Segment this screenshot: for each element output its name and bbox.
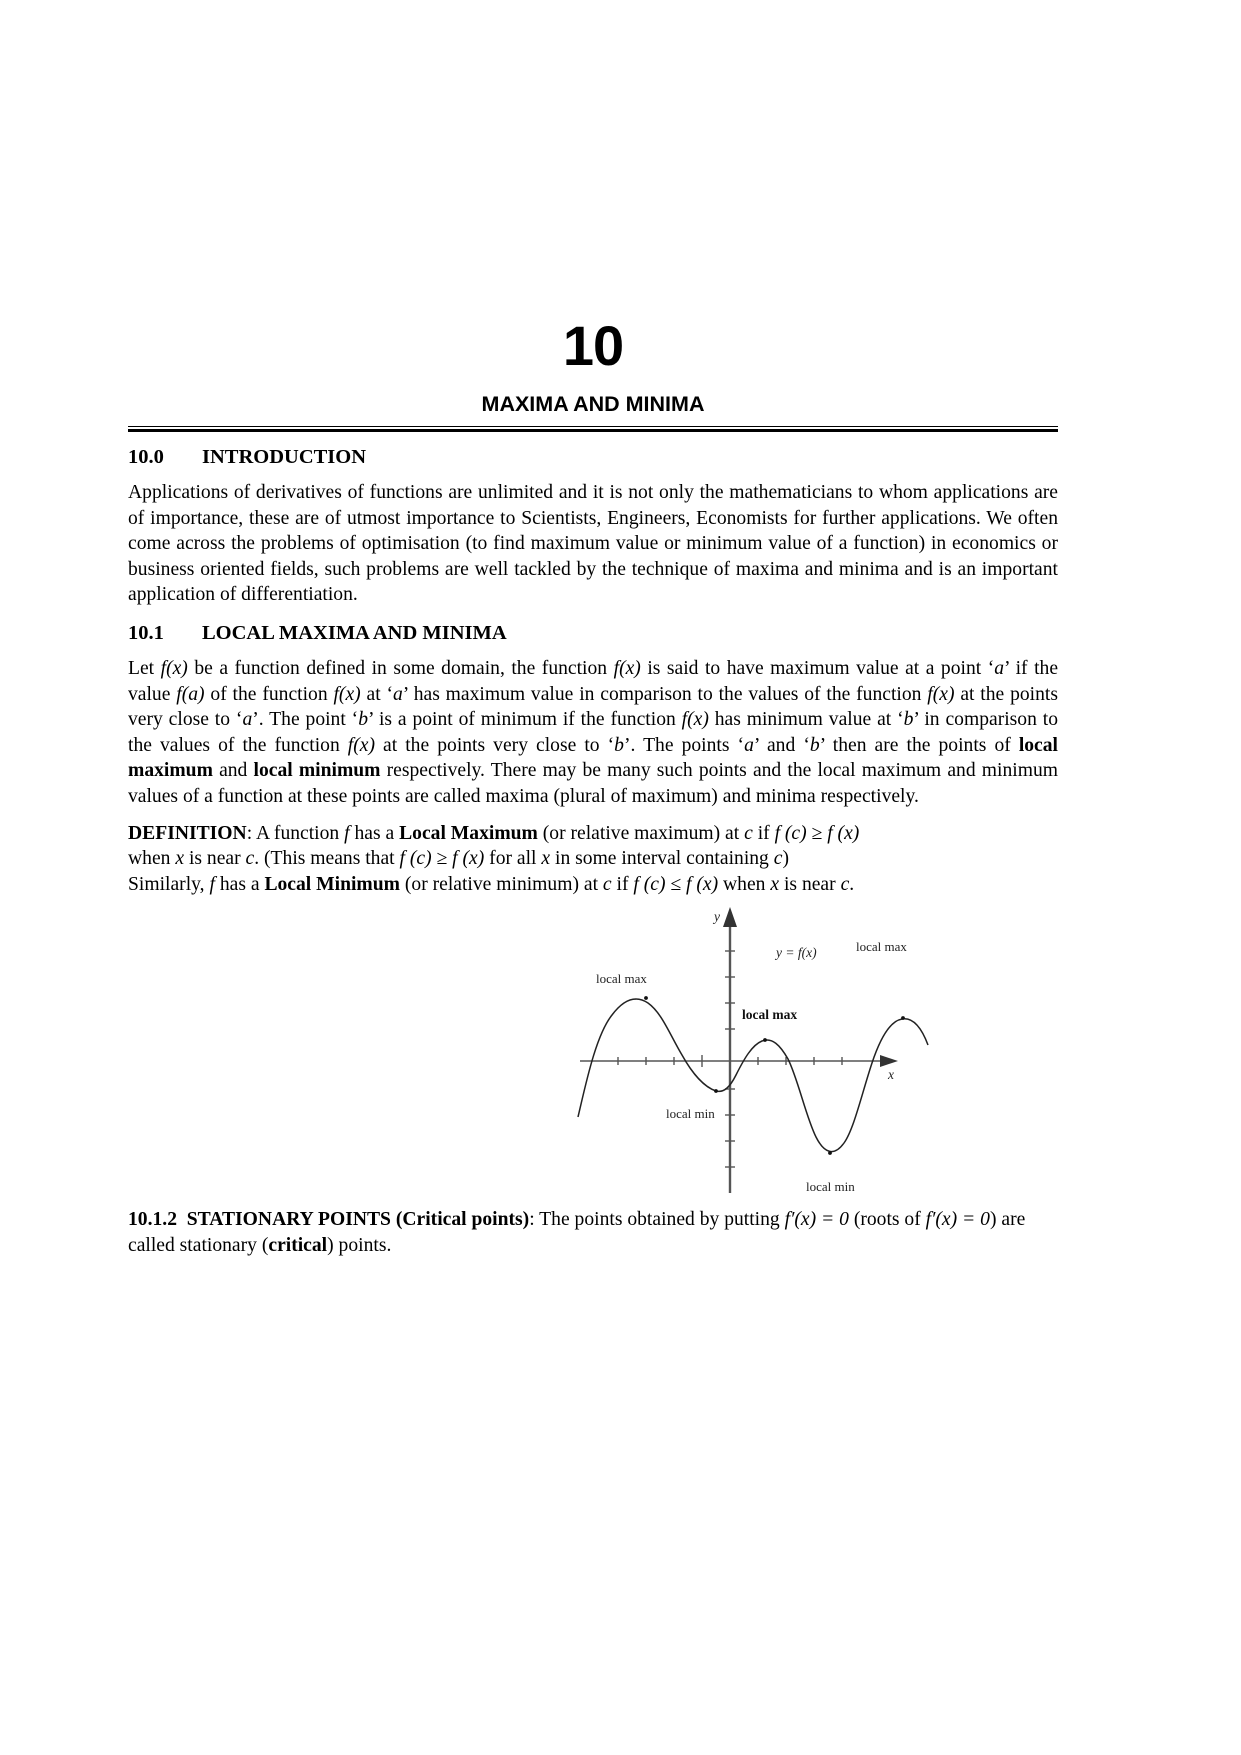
text-run: : A function xyxy=(246,822,345,844)
text-run: Let xyxy=(128,657,161,679)
math-x: x xyxy=(541,848,551,870)
math-arg: (x) xyxy=(353,734,375,756)
math-f: f xyxy=(927,683,933,705)
text-run: (or relative maximum) at xyxy=(537,822,745,844)
text-run: ’ in comparison to the values of the function xyxy=(128,709,1058,756)
math-b: b xyxy=(809,734,820,756)
math-c: c xyxy=(840,873,850,895)
subsection-number: 10.1.2 xyxy=(128,1209,177,1231)
y-axis-arrow-icon xyxy=(723,907,737,927)
local-max-center-label: local max xyxy=(742,1007,798,1023)
header-double-rule xyxy=(128,426,1058,432)
subsection-title: STATIONARY POINTS (Critical points) xyxy=(186,1209,530,1231)
math-b: b xyxy=(358,709,368,731)
text-run: . (This means that xyxy=(254,848,400,870)
text-run: has minimum value at ‘ xyxy=(708,709,904,731)
equation-derivative-zero-2: f′(x) = 0 xyxy=(925,1209,990,1231)
math-f: f xyxy=(344,822,350,844)
text-run: ’ has maximum value in comparison to the values of the function xyxy=(402,683,928,705)
text-run: ’ and ‘ xyxy=(753,734,810,756)
text-run: for all xyxy=(484,848,542,870)
math-arg: (x) xyxy=(166,657,188,679)
text-run: ’ then are the points of xyxy=(819,734,1019,756)
text-run: ’. The points ‘ xyxy=(623,734,745,756)
math-x: x xyxy=(175,848,185,870)
extremum-point-local-min-right xyxy=(828,1151,832,1155)
page-content xyxy=(128,0,1058,1259)
stationary-points-paragraph xyxy=(128,1207,1058,1258)
emphasis-local-maximum: local maximum xyxy=(128,734,1058,782)
text-run: is near xyxy=(184,848,246,870)
text-run: is near xyxy=(779,873,841,895)
text-run: in some interval containing xyxy=(550,848,774,870)
math-f: f xyxy=(347,734,354,756)
chapter-number: 10 xyxy=(562,314,624,377)
math-arg: (x) xyxy=(687,709,709,731)
text-run: ) are called stationary ( xyxy=(128,1209,1026,1256)
section-number: 10.0 xyxy=(128,446,164,468)
text-run: of the function xyxy=(204,683,334,705)
emphasis-critical: critical xyxy=(268,1234,328,1256)
text-run: ) xyxy=(782,848,789,870)
local-max-left-label: local max xyxy=(596,971,647,987)
math-f: f xyxy=(613,657,620,679)
local-max-right-label: local max xyxy=(856,939,907,955)
emphasis-local-minimum: Local Minimum xyxy=(264,873,400,895)
section-heading-10-1 xyxy=(128,622,1058,645)
extremum-point-local-max-center xyxy=(763,1038,767,1042)
extremum-point-local-min-left xyxy=(714,1089,718,1093)
math-c: c xyxy=(245,848,255,870)
text-run: (roots of xyxy=(848,1209,926,1231)
math-f: f xyxy=(333,683,339,705)
text-run: is said to have maximum value at a point ‘ xyxy=(640,657,995,679)
extremum-point-local-max-left xyxy=(644,996,648,1000)
definition-block xyxy=(128,821,1058,898)
text-run: has a xyxy=(349,822,400,844)
local-maxima-paragraph xyxy=(128,656,1058,810)
math-c: c xyxy=(773,848,783,870)
inequality-min: f (c) ≤ f (x) xyxy=(633,873,719,895)
chapter-title: MAXIMA AND MINIMA xyxy=(481,392,705,416)
text-run: ’ is a point of minimum if the function xyxy=(368,709,682,731)
math-c: c xyxy=(744,822,753,844)
math-arg: (a) xyxy=(181,683,205,705)
text-run: at the points very close to ‘ xyxy=(128,683,1058,731)
math-a: a xyxy=(994,657,1005,679)
text-run: when xyxy=(128,848,176,870)
text-run: if xyxy=(752,822,775,844)
rule-thick xyxy=(128,429,1058,432)
text-run: Similarly, xyxy=(128,873,210,895)
graph-svg xyxy=(558,903,1058,1203)
math-f: f xyxy=(681,709,688,731)
text-run: ’. The point ‘ xyxy=(252,709,359,731)
math-arg: (x) xyxy=(338,683,361,705)
inequality-max-2: f (c) ≥ f (x) xyxy=(399,848,485,870)
curve-label: y = f(x) xyxy=(776,945,817,961)
text-run: ) points. xyxy=(327,1234,392,1256)
emphasis-local-minimum: local minimum xyxy=(253,760,381,782)
text-run: has a xyxy=(214,873,265,895)
y-axis-label: y xyxy=(714,909,720,925)
math-f: f xyxy=(209,873,215,895)
math-f: f xyxy=(160,657,167,679)
emphasis-local-maximum: Local Maximum xyxy=(399,822,538,844)
math-b: b xyxy=(614,734,624,756)
math-f: f xyxy=(176,683,182,705)
section-heading-10-0 xyxy=(128,446,1058,469)
x-axis-label: x xyxy=(888,1067,894,1083)
math-a: a xyxy=(393,683,403,705)
equation-derivative-zero: f′(x) = 0 xyxy=(784,1209,849,1231)
text-run: (or relative minimum) at xyxy=(399,873,603,895)
math-b: b xyxy=(903,709,914,731)
intro-paragraph: Applications of derivatives of functions are unlimited and it is not only the mathematicians to whom applications are of importance, these are of utmost importance to Scientists, Engineers, Economists for further applications. We often come across the problems of optimisation (to find maximum value or minimum value of a function) in economics or business oriented fields, such problems are well tackled by the technique of maxima and minima and is an important application of differentiation. xyxy=(128,482,1058,606)
x-axis-arrow-icon xyxy=(880,1055,898,1067)
text-run: . xyxy=(849,873,855,895)
figure-local-extrema xyxy=(128,903,1058,1203)
text-run: : The points obtained by putting xyxy=(529,1209,785,1231)
section-title: LOCAL MAXIMA AND MINIMA xyxy=(202,621,507,644)
math-x: x xyxy=(770,873,780,895)
section-title: INTRODUCTION xyxy=(202,446,367,468)
text-run: when xyxy=(718,873,771,895)
math-c: c xyxy=(602,873,612,895)
text-run: if xyxy=(611,873,634,895)
local-min-left-label: local min xyxy=(666,1106,715,1122)
math-a: a xyxy=(242,709,253,731)
math-arg: (x) xyxy=(932,683,955,705)
math-a: a xyxy=(744,734,754,756)
section-number: 10.1 xyxy=(128,621,164,644)
definition-label: DEFINITION xyxy=(128,822,247,844)
text-run: be a function defined in some domain, the function xyxy=(187,657,614,679)
text-run: at ‘ xyxy=(360,683,393,705)
local-min-right-label: local min xyxy=(806,1179,855,1195)
math-arg: (x) xyxy=(619,657,641,679)
inequality-max: f (c) ≥ f (x) xyxy=(774,822,860,844)
extremum-point-local-max-right xyxy=(901,1016,905,1020)
text-run: ’ if the value xyxy=(128,657,1059,705)
text-run: and xyxy=(212,760,254,782)
text-run: respectively. There may be many such points and the local maximum and minimum values of a function at these points are called maxima (plural of maximum) and minima respectively. xyxy=(128,760,1058,807)
text-run: at the points very close to ‘ xyxy=(375,734,615,756)
